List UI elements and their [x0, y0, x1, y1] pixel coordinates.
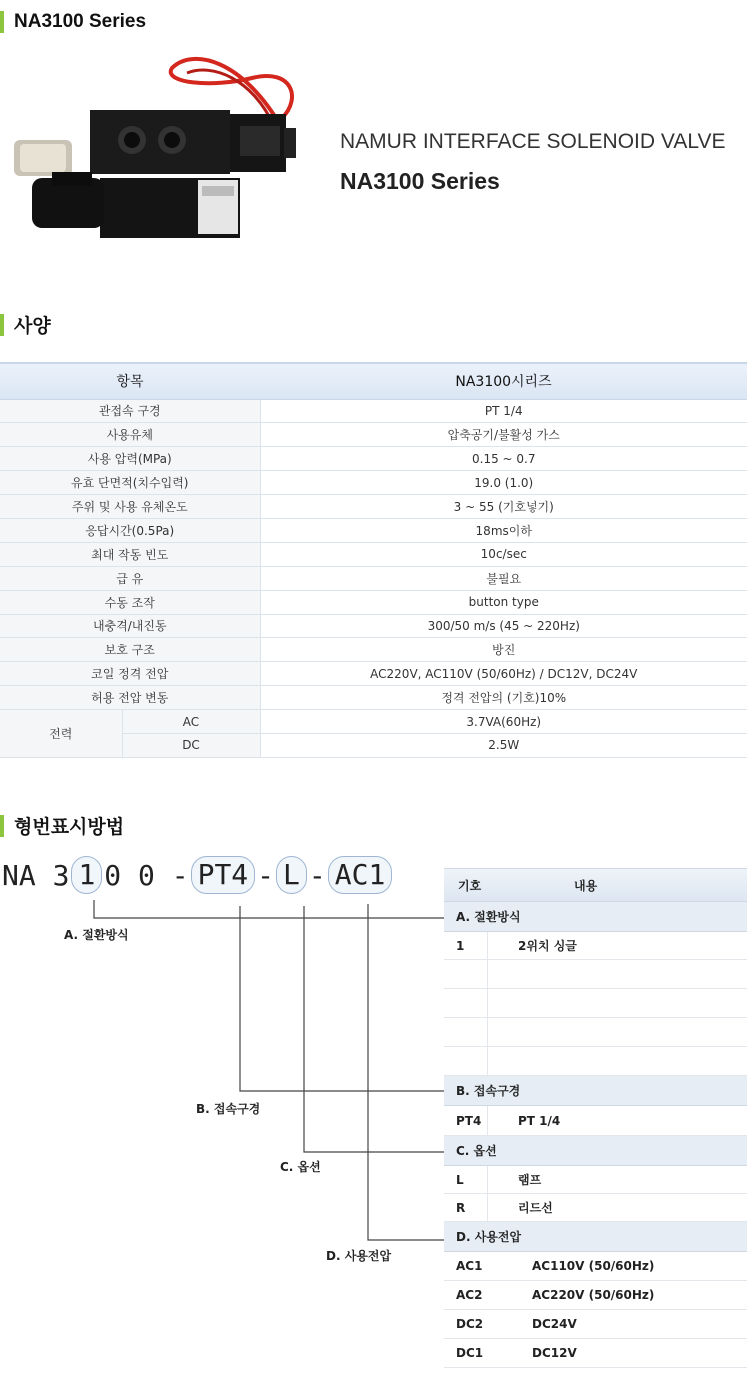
- legend-head-code: 기호: [458, 878, 482, 893]
- spec-key: 응답시간(0.5Pa): [0, 518, 260, 542]
- table-row: [0, 399, 747, 423]
- legend-code: 1: [444, 932, 488, 959]
- table-row: [0, 662, 747, 686]
- table-row: [444, 932, 747, 960]
- spec-key: 사용유체: [0, 423, 260, 447]
- legend-content: 2위치 싱글: [518, 939, 577, 953]
- legend-code: [444, 960, 488, 988]
- code-sep: -: [308, 858, 326, 892]
- legend-group-a: A. 절환방식: [444, 902, 747, 932]
- table-row: [0, 447, 747, 471]
- legend-code: DC2: [456, 1317, 484, 1331]
- spec-key: 사용 압력(MPa): [0, 447, 260, 471]
- legend-code: [444, 1047, 488, 1075]
- connector-b: [240, 906, 444, 1091]
- legend-head-content: 내용: [574, 878, 598, 893]
- table-row: [444, 1252, 747, 1281]
- table-row: [0, 686, 747, 710]
- code-part-c: L: [276, 856, 307, 894]
- table-row: [0, 566, 747, 590]
- legend-table: [444, 868, 747, 1368]
- spec-key: 허용 전압 변동: [0, 686, 260, 710]
- section-header-series: [0, 11, 146, 33]
- legend-content: DC12V: [532, 1346, 577, 1360]
- spec-key: 관접속 구경: [0, 399, 260, 423]
- table-row: [444, 1339, 747, 1368]
- spec-value: 300/50 m/s (45 ~ 220Hz): [260, 614, 747, 638]
- spec-value: 10c/sec: [260, 542, 747, 566]
- label-c: C. 옵션: [280, 1160, 321, 1174]
- table-row: [444, 1194, 747, 1222]
- section-title: 사양: [14, 316, 51, 337]
- legend-code: AC2: [456, 1288, 483, 1302]
- label-d: D. 사용전압: [326, 1249, 392, 1263]
- table-row: [0, 614, 747, 638]
- spec-key: 최대 작동 빈도: [0, 542, 260, 566]
- solenoid-valve-image: [12, 48, 312, 248]
- legend-group-b: B. 접속구경: [444, 1076, 747, 1106]
- legend-code: AC1: [456, 1259, 483, 1273]
- table-row: [0, 423, 747, 447]
- spec-key: 보호 구조: [0, 638, 260, 662]
- spec-key: 수동 조작: [0, 590, 260, 614]
- spec-value: 불필요: [260, 566, 747, 590]
- spec-header-series: NA3100시리즈: [260, 363, 747, 399]
- legend-content: AC220V (50/60Hz): [532, 1288, 655, 1302]
- legend-code: DC1: [456, 1346, 484, 1360]
- table-row: [0, 495, 747, 519]
- connector-a: [94, 900, 444, 918]
- legend-code: R: [444, 1194, 488, 1221]
- legend-content: DC24V: [532, 1317, 577, 1331]
- legend-content: AC110V (50/60Hz): [532, 1259, 655, 1273]
- table-row: [444, 1310, 747, 1339]
- code-prefix: NA 3: [2, 858, 70, 892]
- legend-code: L: [444, 1166, 488, 1193]
- table-row: [0, 518, 747, 542]
- spec-value: 0.15 ~ 0.7: [260, 447, 747, 471]
- legend-group-d: D. 사용전압: [444, 1222, 747, 1252]
- spec-key-dc: DC: [122, 733, 260, 757]
- spec-value: 3.7VA(60Hz): [260, 710, 747, 734]
- label-b: B. 접속구경: [196, 1102, 261, 1116]
- spec-value: 방진: [260, 638, 747, 662]
- spec-value: button type: [260, 590, 747, 614]
- model-code: [2, 856, 394, 894]
- spec-value: 정격 전압의 (기호)10%: [260, 686, 747, 710]
- spec-value: 3 ~ 55 (기호넣기): [260, 495, 747, 519]
- spec-key: 주위 및 사용 유체온도: [0, 495, 260, 519]
- code-part-b: PT4: [191, 856, 256, 894]
- legend-code: PT4: [444, 1106, 488, 1135]
- spec-value: 압축공기/불활성 가스: [260, 423, 747, 447]
- table-row: [444, 1166, 747, 1194]
- section-header-spec: [0, 311, 51, 338]
- legend-content: 리드선: [518, 1201, 553, 1215]
- code-part-a: 1: [71, 856, 102, 894]
- product-title: NA3100 Series: [340, 168, 500, 194]
- spec-key-power: 전력: [0, 710, 122, 758]
- table-row: [0, 710, 747, 734]
- spec-table: [0, 362, 747, 758]
- table-row: [0, 542, 747, 566]
- spec-value: PT 1/4: [260, 399, 747, 423]
- spec-key: 내충격/내진동: [0, 614, 260, 638]
- legend-group-c: C. 옵션: [444, 1136, 747, 1166]
- section-title: NA3100 Series: [14, 11, 147, 32]
- spec-value: 18ms이하: [260, 518, 747, 542]
- connector-d: [368, 904, 444, 1240]
- connector-c: [304, 906, 444, 1152]
- section-title: 형번표시방법: [14, 817, 125, 838]
- table-row: [444, 1047, 747, 1076]
- spec-value: 2.5W: [260, 733, 747, 757]
- table-row: [444, 1281, 747, 1310]
- code-part-d: AC1: [328, 856, 393, 894]
- table-row: [0, 590, 747, 614]
- legend-code: [444, 989, 488, 1017]
- product-subtitle: NAMUR INTERFACE SOLENOID VALVE: [340, 130, 726, 153]
- spec-value: 19.0 (1.0): [260, 471, 747, 495]
- label-a: A. 절환방식: [64, 928, 129, 942]
- spec-value: AC220V, AC110V (50/60Hz) / DC12V, DC24V: [260, 662, 747, 686]
- legend-content: PT 1/4: [518, 1113, 561, 1128]
- spec-key: 유효 단면적(치수입력): [0, 471, 260, 495]
- spec-key: 급 유: [0, 566, 260, 590]
- table-row: [444, 1018, 747, 1047]
- section-header-model-code: [0, 812, 124, 839]
- table-row: [444, 960, 747, 989]
- code-sep: -: [257, 858, 275, 892]
- table-row: [444, 1106, 747, 1136]
- code-middle: 0 0 -: [104, 858, 189, 892]
- table-row: [0, 471, 747, 495]
- table-row: [0, 638, 747, 662]
- legend-code: [444, 1018, 488, 1046]
- spec-key: 코일 정격 전압: [0, 662, 260, 686]
- legend-content: 램프: [518, 1173, 542, 1187]
- spec-key-ac: AC: [122, 710, 260, 734]
- spec-header-item: 항목: [0, 363, 260, 399]
- legend-header: [444, 868, 747, 902]
- table-row: [444, 989, 747, 1018]
